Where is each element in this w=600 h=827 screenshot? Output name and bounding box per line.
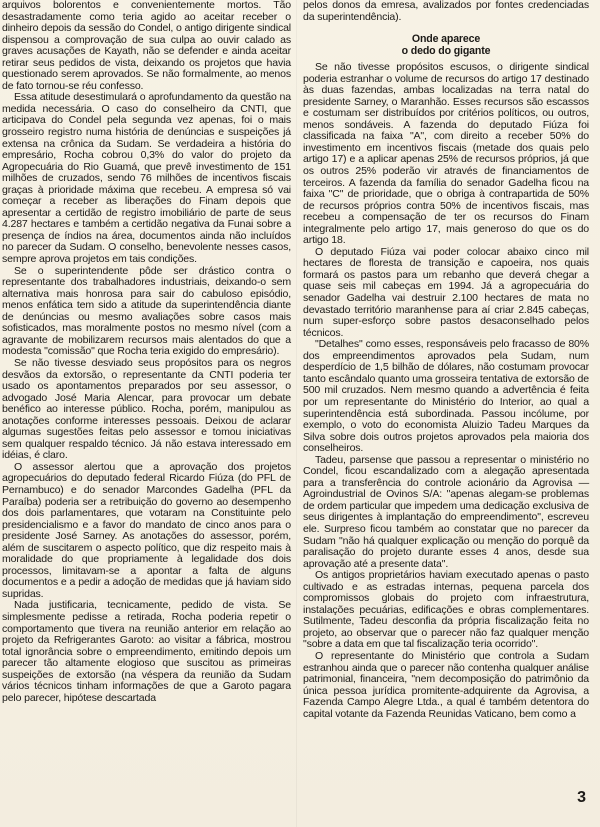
right-paragraph-5: Os antigos proprietários haviam executado apenas o pasto cultivado e as estradas internas, pequena parcela dos compromissos globais do projeto com infraestrutura, instalações pecuárias, edificações e obras complementares. Sutilmente, Tadeu desconfia da própria fiscalização feita no projeto, ao observar que o parecer não faz qualquer menção "sobre a data em que tal fiscalização teria ocorrido". <box>303 569 589 651</box>
left-paragraph-4: Se não tivesse desviado seus propósitos para os negros desvãos da extorsão, o representante da CNTI poderia ter usado os apontamentos preparados por seu assessor, o advogado José Maria Alencar, para provocar um debate benéfico ao interesse público. Rocha, porém, manipulou as anotações conforme interesses pessoais. Deixou de aclarar algumas sugestões feitas pelo assessor e tomou iniciativas sem qualquer respaldo técnico. Já não estava interessado em idéias, é claro. <box>2 356 291 462</box>
section-heading-line-2: o dedo do gigante <box>401 45 491 58</box>
left-paragraph-3: Se o superintendente pôde ser drástico contra o representante dos trabalhadores industriais, deixando-o sem alternativa mais honrosa para sair do cabuloso episódio, menos enfática tem sido a atitude da superintendência diante de denúncias ou mesmo avaliações sobre casos mais sofisticados, mas moralmente postos no mesmo nível (com a agravante de mobilizarem recursos mais alentados do que a modesta "comissão" que Rocha teria exigido do empresário). <box>2 264 291 358</box>
right-column <box>303 0 589 720</box>
right-paragraph-6: O representante do Ministério que controla a Sudam estranhou ainda que o parecer não contenha qualquer análise patrimonial, financeira, "nem decomposição do patrimônio da única pessoa jurídica promitente-adquirente da Agrovisa, a Fazenda Campo Alegre Ltda., a qual é também detentora do capital votante da Fazenda Reunidas Vaticano, bem como a <box>303 649 589 720</box>
right-intro-paragraph: pelos donos da emresa, avalizados por fontes credenciadas da superintendência). <box>303 0 589 23</box>
left-column <box>0 0 291 704</box>
section-heading-line-1: Onde aparece <box>411 33 481 46</box>
right-paragraph-4: Tadeu, parsense que passou a representar o ministério no Condel, ficou escandalizado com a alegação apresentada para a transferência do controle acionário da Agrovisa — Agroindustrial de Ovinos S/A: "apenas alegam-se problemas de ordem particular que impedem uma dedicação exclusiva de seus dirigentes à implantação do empreendimento", escreveu ele. Surpreso ficou também ao constatar que no parecer da Sudam "não há qualquer explicação ou menção do porquê da paralisação do projeto durante esses 4 anos, desde sua aprovação até a presente data". <box>303 453 589 570</box>
column-gutter <box>296 0 297 827</box>
left-paragraph-5: O assessor alertou que a aprovação dos projetos agropecuários do deputado federal Ricardo Fiúza (do PFL de Pernambuco) e do senador Marcondes Gadelha (PFL da Paraíba) poderia ser a retribuição do governo ao desempenho dos dois parlamentares, que votaram na Constituinte pelo presidencialismo e a favor do mandato de cinco anos para o presidente José Sarney. As anotações do assessor, porém, além de suscitarem o aspecto político, que diz respeito mais à moralidade do que propriamente à legalidade dos dois processos, limitavam-se a apontar a falta de alguns documentos e a pedir a adoção de medidas que já haviam sido supridas. <box>2 460 291 600</box>
right-paragraph-3: "Detalhes" como esses, responsáveis pelo fracasso de 80% dos empreendimentos aprovados pela Sudam, num desperdício de 1,5 bilhão de dólares, não costumam provocar tanto escândalo quanto uma grosseira tentativa de extorsão de 500 mil cruzados. Nem mesmo quando a advertência é feita por um representante do Ministério do Interior, ao qual a superintendência está subordinada. Passou incólume, por exemplo, o voto do economista Aluizio Tadeu Marques da Silva sobre dois outros projetos aprovados pela maioria dos conselheiros. <box>303 338 589 455</box>
page-number: 3 <box>577 789 586 806</box>
left-paragraph-2: Essa atitude desestimulará o aprofundamento da questão na medida necessária. O caso do conselheiro da CNTI, que articipava do Condel pela segunda vez apenas, foi o mais grosseiro registro numa história de denúncias e suspeições já extensa na crônica da Sudam. Se verdadeira a história do empresário, Rocha cobrou 0,3% do valor do projeto da Agropecuária do Rio Guamá, que prevê investimento de 151 milhões de cruzados, sendo 76 milhões de incentivos fiscais graças à prioridade máxima que recebeu. A empresa só vai começar a receber as liberações do Finam depois que apresentar a certidão de registro imobiliário de parte de seus 4.287 hectares e também a certidão negativa da Funai sobre a presença de índios na área, documentos ainda não incluídos no parecer da Sudam. O conselho, benevolente nesses casos, sempre aprova projetos em tais condições. <box>2 91 291 266</box>
section-heading <box>303 33 589 57</box>
left-paragraph-1: arquivos bolorentos e convenientemente mortos. Tão desastradamente como teria agido ao aceitar receber o dinheiro depois da sessão do Condel, o antigo dirigente sindical dispensou a comprovação de sua culpa ao ouvir calado as graves acusações de Kayath, não se defender e ainda aceitar retirar seus pedidos de vista, deixando os projetos que havia questionado serem aprovados. Se não formalmente, ao menos de fato tornou-se réu confesso. <box>2 0 291 92</box>
left-paragraph-6: Nada justificaria, tecnicamente, pedido de vista. Se simplesmente pedisse a retirada, Rocha poderia repetir o comportamento que tivera na reunião anterior em relação ao projeto da Refrigerantes Garoto: ao visitar a fábrica, mostrou total ignorância sobre o empreendimento, emitindo depois um parecer tão altamente elogioso que suscitou as primeiras suspeições de extorsão (na véspera da reunião da Sudam vários técnicos tinham informações de que a Garoto pagara pelo parecer, hipótese descartada <box>2 599 291 704</box>
right-paragraph-2: O deputado Fiúza vai poder colocar abaixo cinco mil hectares de floresta de transição e capoeira, nos quais formará os pastos para um rebanho que deverá chegar a quase seis mil cabeças em 1994. Já a agropecuária do senador Gadelha vai destruir 2.100 hectares de mata no devastado território maranhense para aí criar 2.845 cabeças, num super-esforço sobre pastos desaconselhado pelos técnicos. <box>303 245 589 339</box>
right-paragraph-1: Se não tivesse propósitos escusos, o dirigente sindical poderia estranhar o volume de recursos do artigo 17 destinado às duas fazendas, ambas localizadas na terra natal do presidente Sarney, o Maranhão. Esses recursos são escassos e costumam ser distribuídos por critérios políticos, ou outros, menos sondáveis. A fazenda do deputado Fiúza foi classificada na faixa "A", com direito a receber 50% do investimento em incentivos fiscais (metade dos quais pelo artigo 17) e a aplicar apenas 25% de recursos próprios, já que os outros 25% poderão vir através de financiamentos de terceiros. A fazenda da família do senador Gadelha ficou na faixa "C" de prioridade, que o obriga à contrapartida de 50% de recursos próprios contra 50% de incentivos fiscais, mas recebeu a compensação de ter os recursos do Finam integralmente pelo artigo 17, mais generoso do que os do artigo 18. <box>303 61 589 247</box>
